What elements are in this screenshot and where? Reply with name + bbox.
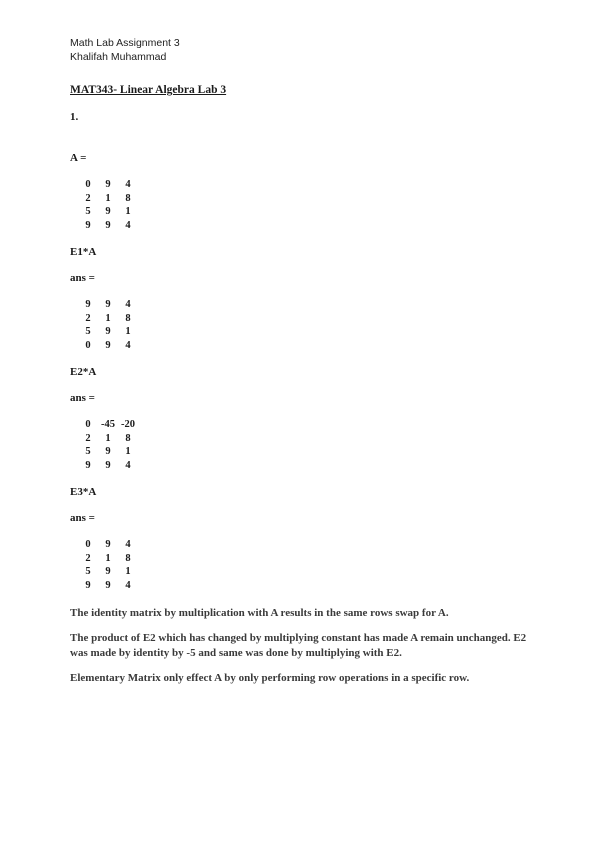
matrix-a — [78, 178, 138, 233]
matrix-cell: 4 — [125, 539, 131, 550]
matrix-cell: 5 — [85, 446, 91, 458]
matrix-cell: -45 — [101, 419, 115, 430]
matrix-row — [78, 565, 138, 579]
matrix-cell: 8 — [125, 432, 131, 444]
matrix-e3a — [78, 538, 138, 593]
matrix-cell: 1 — [105, 432, 111, 444]
expression-e3a: E3*A — [70, 486, 97, 498]
header-line-2: Khalifah Muhammad — [70, 51, 167, 63]
matrix-cell: 5 — [85, 206, 91, 218]
matrix-e1a — [78, 298, 138, 353]
header-line-1: Math Lab Assignment 3 — [70, 37, 180, 49]
conclusion-paragraph-3: Elementary Matrix only effect A by only performing row operations in a specific row. — [70, 672, 470, 684]
conclusion-paragraph-1: The identity matrix by multiplication with A results in the same rows swap for A. — [70, 607, 449, 619]
matrix-cell: 9 — [105, 580, 111, 592]
matrix-row — [78, 219, 138, 233]
matrix-row — [78, 445, 138, 459]
matrix-cell: 0 — [85, 340, 91, 352]
matrix-row — [78, 538, 138, 552]
matrix-row — [78, 312, 138, 326]
expression-e2a: E2*A — [70, 366, 97, 378]
matrix-cell: 9 — [85, 580, 91, 592]
matrix-cell: 9 — [105, 460, 111, 472]
conclusion-paragraph-2: The product of E2 which has changed by multiplying constant has made A remain unchanged. E2 was made by identity by -5 and same was done by multiplying with E2. — [70, 632, 527, 659]
matrix-cell: 4 — [125, 179, 131, 190]
matrix-cell: 8 — [125, 552, 131, 564]
matrix-row — [78, 418, 138, 432]
matrix-cell: -20 — [121, 419, 135, 430]
matrix-cell: 2 — [85, 552, 91, 564]
question-number: 1. — [70, 111, 79, 123]
assignment-title: MAT343- Linear Algebra Lab 3 — [70, 84, 227, 96]
matrix-cell: 4 — [125, 340, 131, 352]
matrix-cell: 0 — [85, 539, 91, 550]
matrix-cell: 1 — [125, 326, 131, 338]
matrix-cell: 1 — [125, 206, 131, 218]
ans-label-e2a: ans = — [70, 392, 95, 404]
matrix-row — [78, 205, 138, 219]
matrix-row — [78, 192, 138, 206]
matrix-cell: 9 — [105, 340, 111, 352]
matrix-row — [78, 579, 138, 593]
matrix-cell: 2 — [85, 432, 91, 444]
matrix-cell: 5 — [85, 326, 91, 338]
matrix-cell: 2 — [85, 192, 91, 204]
matrix-cell: 1 — [105, 552, 111, 564]
matrix-cell: 9 — [105, 206, 111, 218]
matrix-cell: 9 — [85, 460, 91, 472]
matrix-cell: 5 — [85, 566, 91, 578]
matrix-row — [78, 178, 138, 192]
matrix-cell: 4 — [125, 580, 131, 592]
matrix-cell: 1 — [105, 312, 111, 324]
matrix-cell: 2 — [85, 312, 91, 324]
matrix-cell: 9 — [105, 299, 111, 310]
matrix-cell: 9 — [105, 446, 111, 458]
matrix-cell: 1 — [105, 192, 111, 204]
matrix-cell: 4 — [125, 220, 131, 232]
expression-e1a: E1*A — [70, 246, 97, 258]
matrix-cell: 1 — [125, 566, 131, 578]
matrix-row — [78, 325, 138, 339]
matrix-cell: 9 — [85, 299, 91, 310]
matrix-row — [78, 552, 138, 566]
matrix-row — [78, 339, 138, 353]
matrix-cell: 9 — [105, 179, 111, 190]
matrix-cell: 9 — [105, 539, 111, 550]
matrix-row — [78, 298, 138, 312]
matrix-cell: 0 — [85, 419, 91, 430]
ans-label-e1a: ans = — [70, 272, 95, 284]
matrix-cell: 4 — [125, 460, 131, 472]
matrix-row — [78, 459, 138, 473]
ans-label-e3a: ans = — [70, 512, 95, 524]
matrix-cell: 9 — [85, 220, 91, 232]
matrix-cell: 9 — [105, 566, 111, 578]
matrix-cell: 0 — [85, 179, 91, 190]
matrix-cell: 4 — [125, 299, 131, 310]
matrix-row — [78, 432, 138, 446]
matrix-e2a — [78, 418, 138, 473]
matrix-cell: 9 — [105, 220, 111, 232]
matrix-cell: 1 — [125, 446, 131, 458]
matrix-a-label: A = — [70, 152, 87, 164]
matrix-cell: 9 — [105, 326, 111, 338]
matrix-cell: 8 — [125, 192, 131, 204]
matrix-cell: 8 — [125, 312, 131, 324]
